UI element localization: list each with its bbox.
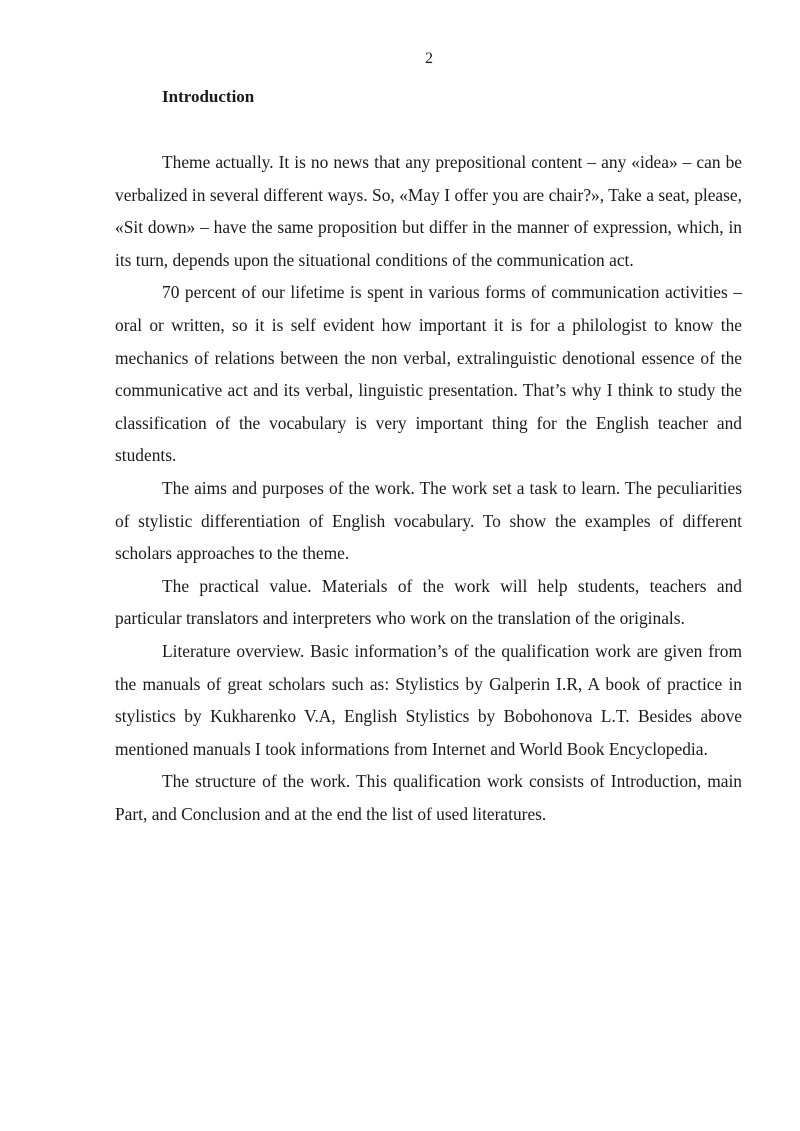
- paragraph-aims: The aims and purposes of the work. The work set a task to learn. The peculiarities of stylistic differentiation of English vocabulary. To show the examples of different scholars approaches to the theme.: [115, 477, 742, 564]
- paragraph-theme: Theme actually. It is no news that any prepositional content – any «idea» – can be verbalized in several different ways. So, «May I offer you are chair?», Take a seat, please, «Sit down» – have the same proposition but differ in the manner of expression, which, in its turn, depends upon the situational conditions of the communication act.: [115, 152, 742, 270]
- paragraph-structure: The structure of the work. This qualification work consists of Introduction, main Part, and Conclusion and at the end the list of used literatures.: [115, 771, 742, 824]
- paragraph-practical-value: The practical value. Materials of the work will help students, teachers and particular translators and interpreters who work on the translation of the originals.: [115, 575, 742, 629]
- paragraph-literature-overview: Literature overview. Basic information’s of the qualification work are given from the manuals of great scholars such as: Stylistics by Galperin I.R, A book of practice in stylistics by Kukharenko V.A, English Stylistics by Bobohonova L.T. Besides above mentioned manuals I took informations from Internet and World Book Encyclopedia.: [115, 640, 742, 759]
- paragraph-communication: 70 percent of our lifetime is spent in various forms of communication activities – oral or written, so it is self evident how important it is for a philologist to know the mechanics of relations between the non verbal, extralinguistic denotional essence of the communicative act and its verbal, linguistic presentation. That’s why I think to study the classification of the vocabulary is very important thing for the English teacher and students.: [115, 282, 742, 466]
- body-text: [115, 146, 742, 830]
- section-heading: Introduction: [162, 87, 255, 106]
- page-number: 2: [425, 50, 433, 67]
